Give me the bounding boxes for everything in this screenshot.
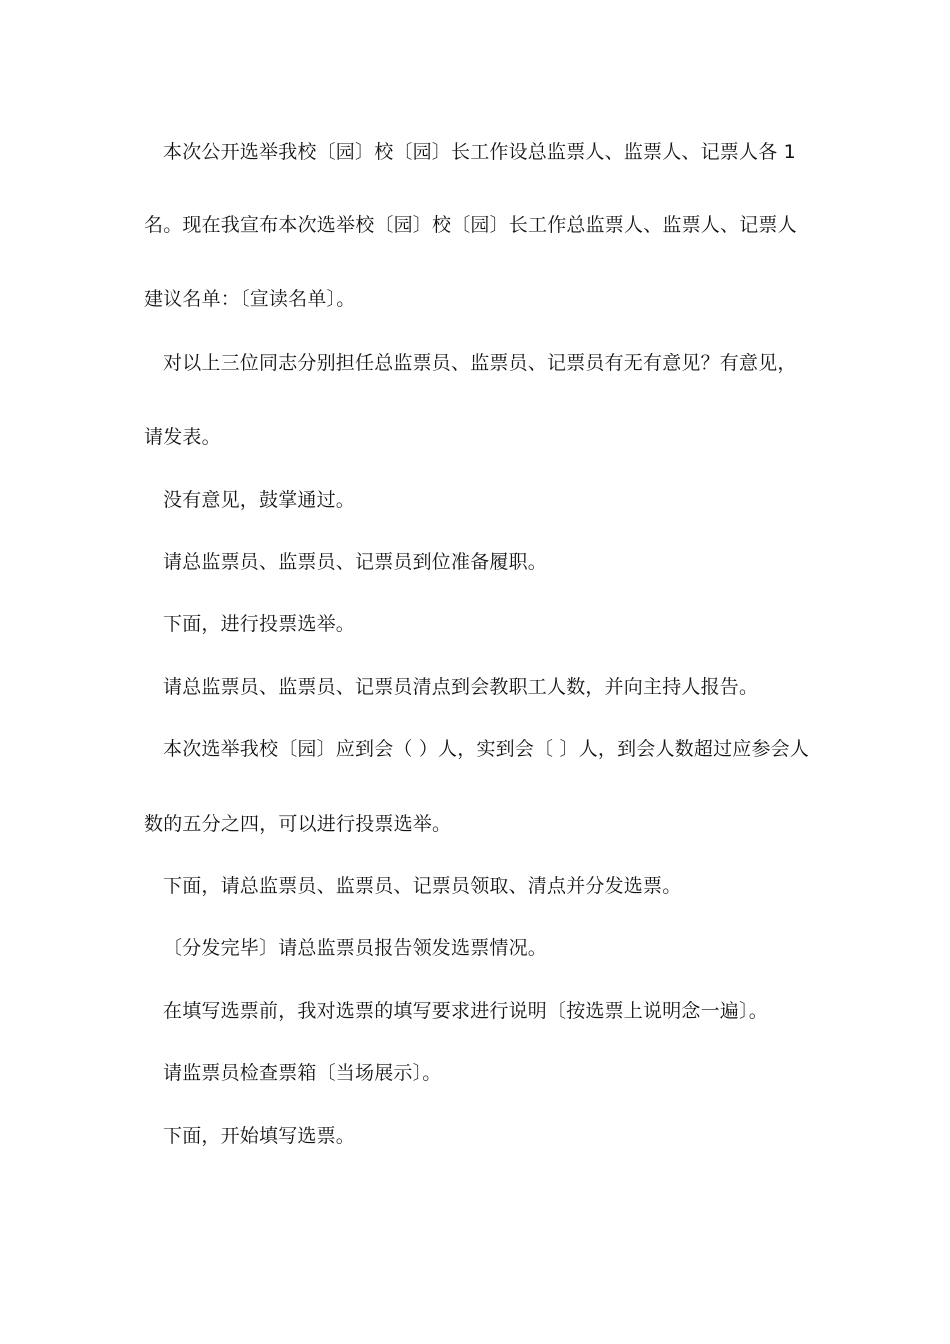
paragraph-line: 〔分发完毕〕请总监票员报告领发选票情况。 [163,937,548,959]
paragraph-line: 本次公开选举我校〔园〕校〔园〕长工作设总监票人、监票人、记票人各 1 [163,141,796,163]
paragraph-line: 下面，开始填写选票。 [163,1125,356,1147]
paragraph-line: 下面，进行投票选举。 [163,613,356,635]
paragraph-line: 数的五分之四，可以进行投票选举。 [144,813,452,835]
paragraph-line: 对以上三位同志分别担任总监票员、监票员、记票员有无有意见？有意见， [163,352,797,374]
paragraph-line: 没有意见，鼓掌通过。 [163,489,356,511]
paragraph-line: 本次选举我校〔园〕应到会（ ）人，实到会〔 〕人，到会人数超过应参会人 [163,738,810,760]
paragraph-line: 请发表。 [144,426,221,448]
paragraph-line: 在填写选票前，我对选票的填写要求进行说明〔按选票上说明念一遍〕。 [163,1000,768,1022]
paragraph-line: 名。现在我宣布本次选举校〔园〕校〔园〕长工作总监票人、监票人、记票人 [144,214,797,236]
paragraph-line: 请总监票员、监票员、记票员到位准备履职。 [163,551,548,573]
paragraph-line: 请监票员检查票箱〔当场展示〕。 [163,1062,442,1084]
paragraph-line: 建议名单：〔宣读名单〕。 [144,288,356,310]
paragraph-line: 请总监票员、监票员、记票员清点到会教职工人数，并向主持人报告。 [163,676,759,698]
paragraph-line: 下面，请总监票员、监票员、记票员领取、清点并分发选票。 [163,875,682,897]
